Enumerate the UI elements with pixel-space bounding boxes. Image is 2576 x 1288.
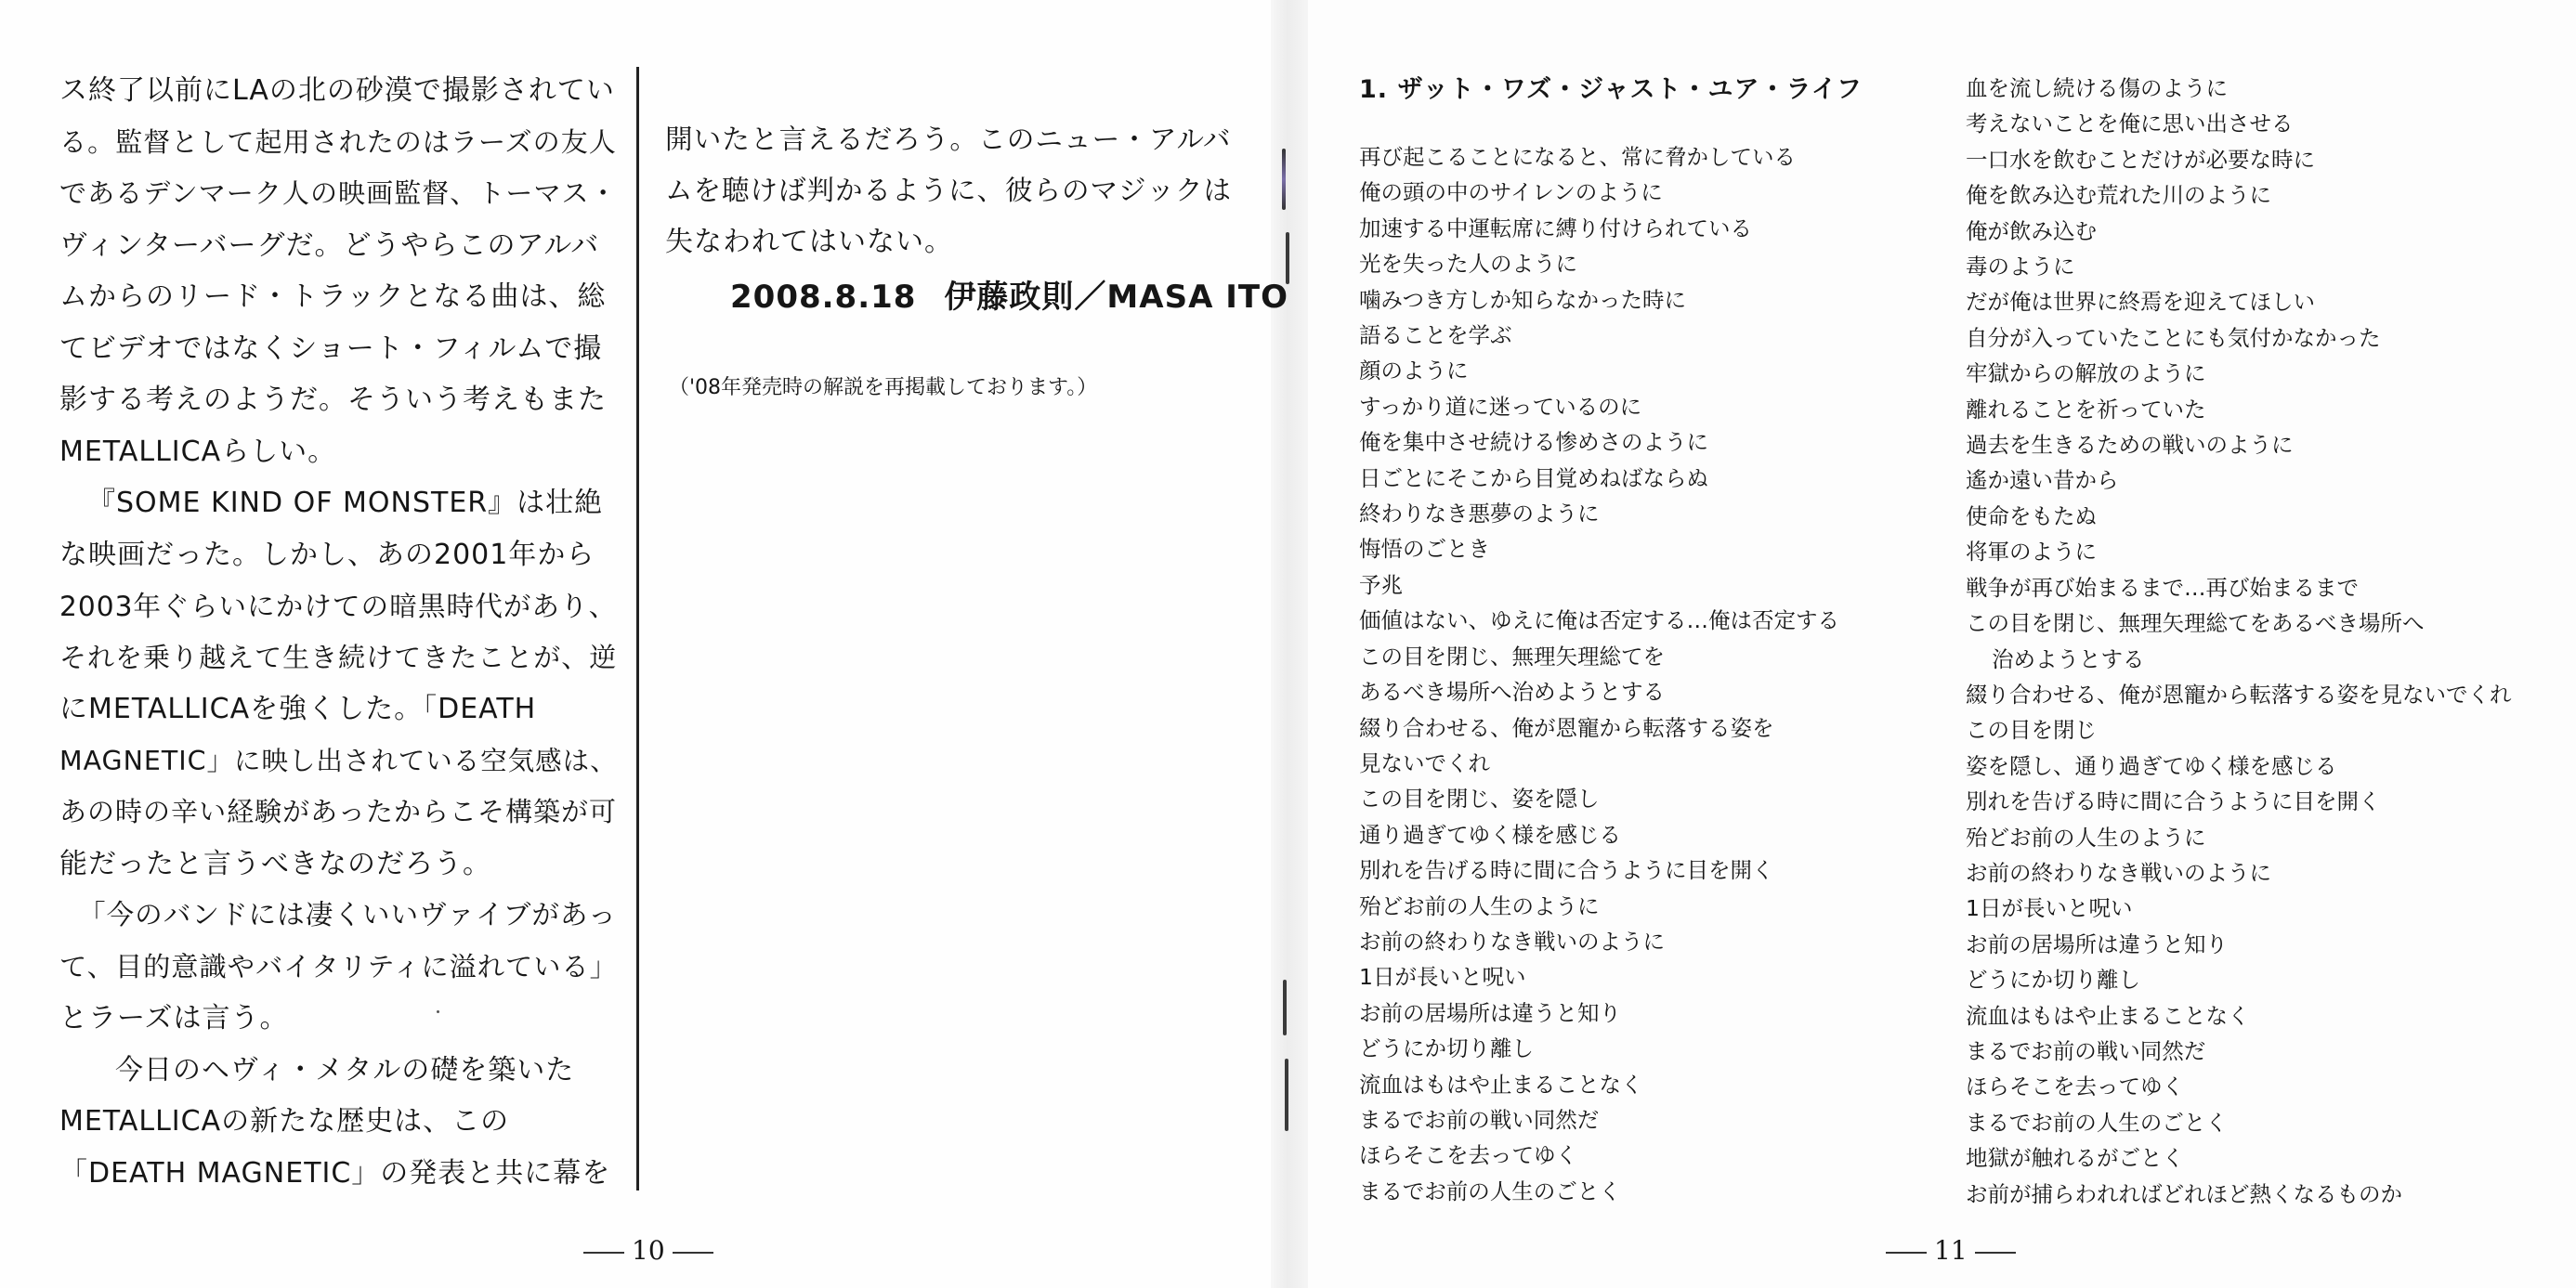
essay-line: 今日のヘヴィ・メタルの礎を築いた (115, 1053, 575, 1086)
essay-column-2 (665, 113, 1233, 268)
binding-thread-mark (1282, 149, 1286, 210)
lyric-line: 流血はもはや止まることなく (1359, 1071, 1643, 1098)
lyric-line: だが俺は世界に終焉を迎えてほしい (1966, 289, 2315, 316)
essay-line: METALLICAらしい。 (59, 435, 337, 468)
essay-line: それを乗り越えて生き続けてきたことが、逆 (59, 641, 618, 673)
lyric-line: お前の居場所は違うと知り (1966, 930, 2228, 957)
lyric-line: 俺を飲み込む荒れた川のように (1966, 182, 2271, 209)
lyric-line: 噛みつき方しか知らなかった時に (1359, 286, 1687, 313)
essay-line: ヴィンターバーグだ。どうやらこのアルバ (59, 228, 600, 262)
lyric-line: すっかり道に迷っているのに (1359, 393, 1642, 420)
lyric-line: 殆どお前の人生のように (1359, 892, 1600, 919)
signature-date: 2008.8.18 (730, 279, 917, 316)
lyric-line: この目を閉じ、姿を隠し (1359, 786, 1600, 813)
lyric-line: 語ることを学ぶ (1359, 322, 1512, 349)
lyric-line: 俺が飲み込む (1966, 217, 2097, 244)
essay-line: てビデオではなくショート・フィルムで撮 (59, 332, 603, 365)
song-title: 1. ザット・ワズ・ジャスト・ユア・ライフ (1359, 75, 1863, 104)
lyric-line: 過去を生きるための戦いのように (1966, 432, 2294, 459)
essay-line: 『SOME KIND OF MONSTER』は壮絶 (87, 487, 604, 519)
lyric-line: ほらそこを去ってゆく (1359, 1142, 1577, 1169)
essay-line: 能だったと言うべきなのだろう。 (59, 847, 491, 880)
essay-line: とラーズは言う。 (59, 1002, 289, 1034)
page-number-right (1878, 1235, 2023, 1266)
lyric-line: 終わりなき悪夢のように (1359, 501, 1600, 527)
essay-line: 開いたと言えるだろう。このニュー・アルバ (665, 123, 1232, 155)
lyric-line: ほらそこを去ってゆく (1966, 1073, 2184, 1100)
essay-line: る。監督として起用されたのはラーズの友人 (59, 125, 617, 158)
lyric-line: 価値はない、ゆえに俺は否定する…俺は否定する (1359, 607, 1839, 634)
essay-line: 「DEATH MAGNETIC」の発表と共に幕を (59, 1156, 611, 1190)
lyric-line: お前の終わりなき戦いのように (1966, 859, 2271, 886)
lyric-line: 光を失った人のように (1359, 251, 1577, 278)
essay-line: であるデンマーク人の映画監督、トーマス・ (59, 177, 618, 209)
binding-thread-mark (1283, 980, 1287, 1035)
lyric-line: 殆どお前の人生のように (1966, 824, 2206, 851)
lyric-line: 毒のように (1966, 254, 2075, 280)
lyric-line: 戦争が再び始まるまで…再び始まるまで (1966, 574, 2359, 601)
essay-line: 影する考えのようだ。そういう考えもまた (59, 384, 607, 416)
essay-line: ス終了以前にLAの北の砂漠で撮影されてい (59, 74, 615, 107)
lyric-line: 悔悟のごとき (1359, 536, 1490, 563)
lyric-line: 考えないことを俺に思い出させる (1966, 111, 2294, 137)
lyric-line: 将軍のように (1966, 539, 2097, 566)
lyric-line: お前の終わりなき戦いのように (1359, 928, 1665, 955)
signature (730, 271, 1288, 317)
lyric-line: 通り過ぎてゆく様を感じる (1359, 821, 1621, 848)
lyric-line: どうにか切り離し (1966, 967, 2140, 994)
lyric-line: 一口水を飲むことだけが必要な時に (1966, 146, 2315, 173)
lyric-line: 俺を集中させ続ける惨めさのように (1359, 429, 1708, 456)
column-divider (636, 67, 639, 1190)
lyric-line: 再び起こることになると、常に脅かしている (1359, 144, 1796, 170)
lyric-line: 地獄が触れるがごとく (1966, 1145, 2184, 1172)
reprint-note: （'08年発売時の解説を再掲載しております。） (669, 376, 1098, 399)
binding-thread-mark (1285, 1059, 1288, 1131)
lyric-line: まるでお前の人生のごとく (1359, 1177, 1621, 1204)
lyric-line: 見ないでくれ (1359, 749, 1490, 776)
lyric-line: お前の居場所は違うと知り (1359, 999, 1621, 1026)
lyric-line: 顔のように (1359, 358, 1469, 384)
lyric-line: 牢獄からの解放のように (1966, 360, 2206, 387)
signature-name: 伊藤政則／MASA ITO (944, 279, 1288, 316)
lyric-line: 日ごとにそこから目覚めねばならぬ (1359, 464, 1708, 491)
lyric-line: 別れを告げる時に間に合うように目を開く (1359, 857, 1774, 884)
lyric-line: 離れることを祈っていた (1966, 396, 2206, 423)
lyric-line: 綴り合わせる、俺が恩寵から転落する姿を (1359, 714, 1774, 741)
page-number-text: 11 (1934, 1235, 1968, 1266)
lyric-line: あるべき場所へ治めようとする (1359, 679, 1665, 706)
lyric-line: 別れを告げる時に間に合うように目を開く (1966, 788, 2381, 815)
essay-line: あの時の辛い経験があったからこそ構築が可 (59, 796, 618, 827)
lyric-line: 治めようとする (1992, 645, 2145, 672)
essay-line: METALLICAの新たな歴史は、この (59, 1105, 510, 1138)
lyric-line: 流血はもはや止まることなく (1966, 1002, 2250, 1029)
lyric-line: まるでお前の戦い同然だ (1966, 1037, 2206, 1064)
lyric-line: 綴り合わせる、俺が恩寵から転落する姿を見ないでくれ (1966, 681, 2512, 708)
page-number-text: 10 (632, 1235, 665, 1266)
lyric-line: 姿を隠し、通り過ぎてゆく様を感じる (1966, 752, 2337, 779)
lyric-line: お前が捕らわれればどれほど熱くなるものか (1966, 1180, 2402, 1207)
essay-column-1 (59, 65, 618, 1199)
lyric-line: 1日が長いと呪い (1966, 895, 2133, 922)
lyric-line: どうにか切り離し (1359, 1035, 1534, 1062)
lyric-line: 1日が長いと呪い (1359, 964, 1526, 991)
essay-line: にMETALLICAを強くした。「DEATH (59, 693, 537, 725)
lyric-line: 血を流し続ける傷のように (1966, 75, 2228, 101)
lyric-line: 俺の頭の中のサイレンのように (1359, 179, 1663, 206)
lyric-line: 使命をもたぬ (1966, 502, 2097, 529)
essay-line: ムを聴けば判かるように、彼らのマジックは (665, 174, 1233, 206)
lyric-line: この目を閉じ (1966, 717, 2097, 744)
lyric-line: 自分が入っていたことにも気付かなかった (1966, 324, 2381, 351)
lyric-line: 遙か遠い昔から (1966, 467, 2119, 494)
lyric-line: 予兆 (1359, 571, 1403, 598)
essay-line: て、目的意識やバイタリティに溢れている」 (59, 950, 618, 982)
book-gutter (1271, 0, 1308, 1288)
essay-line: な映画だった。しかし、あの2001年から (59, 538, 595, 571)
essay-line: ムからのリード・トラックとなる曲は、総 (59, 280, 607, 313)
lyric-line: 加速する中運転席に縛り付けられている (1359, 215, 1752, 241)
page-number-left (576, 1235, 721, 1266)
essay-line: 2003年ぐらいにかけての暗黒時代があり、 (59, 590, 618, 622)
lyrics-column-right (1966, 71, 2512, 1212)
essay-line: 失なわれてはいない。 (665, 226, 953, 258)
lyric-line: この目を閉じ、無理矢理総てをあるべき場所へ (1966, 610, 2425, 637)
lyrics-column-left (1359, 139, 1839, 1209)
essay-line: 「今のバンドには凄くいいヴァイブがあっ (78, 899, 617, 930)
lyric-line: まるでお前の戦い同然だ (1359, 1106, 1600, 1133)
essay-line: MAGNETIC」に映し出されている空気感は、 (59, 745, 618, 776)
lyric-line: まるでお前の人生のごとく (1966, 1109, 2228, 1136)
lyric-line: この目を閉じ、無理矢理総てを (1359, 643, 1665, 670)
